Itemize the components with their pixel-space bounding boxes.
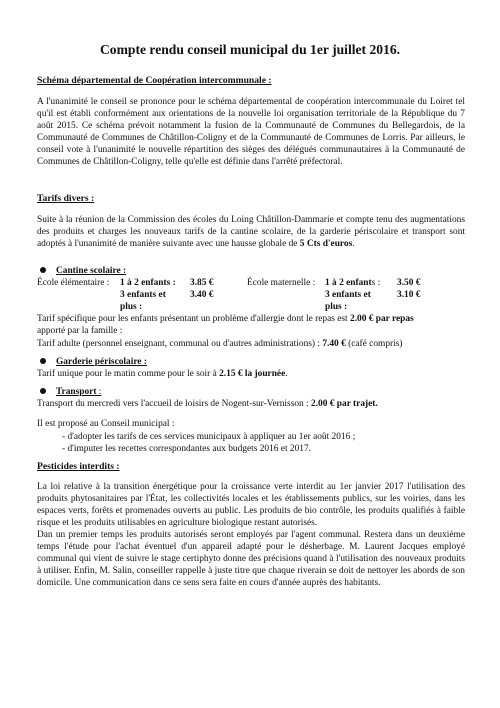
section-heading-scheme: Schéma départemental de Coopération intercommunale : — [37, 75, 272, 86]
transport-value: 2.00 € par trajet. — [311, 399, 378, 409]
cantine-label: Cantine scolaire : — [56, 266, 127, 276]
cantine-elem-value1: 3.85 € — [190, 278, 214, 288]
garderie-bullet — [40, 357, 147, 367]
garderie-line — [37, 369, 288, 379]
cantine-elem-tier1: 1 à 2 enfants : — [120, 278, 176, 288]
cantine-elem-tier2: 3 enfants et — [120, 290, 166, 300]
proposal-item-2: - d'imputer les recettes correspondantes aux budgets 2016 et 2017. — [62, 444, 312, 454]
page-title: Compte rendu conseil municipal du 1er juillet 2016. — [99, 42, 401, 57]
tarifs-intro-text: Suite à la réunion de la Commission des écoles du Loing Châtillon-Dammarie et compte tenu des augmentations des produits et charges les nouveaux tarifs de la cantine scolaire, de la garderie périscolaire et transport sont adoptés à l'unanimité de manière suivante avec une hausse globale de — [37, 215, 465, 249]
cantine-mat-tier2-end: plus : — [325, 302, 348, 312]
cantine-mat-tier1-bold: 1 à 2 enfant — [325, 278, 372, 288]
cantine-mat-label: École maternelle : — [247, 278, 316, 288]
cantine-mat-value2: 3.10 € — [397, 290, 421, 300]
cantine-mat-tier1-end: s : — [371, 278, 381, 288]
pesticides-paragraph-2: Dan un premier temps les produits autorisés seront employés par l'agent communal. Restera dans un deuxième temps l'étude pour l'achat éventuel d'un appareil adapté pour le désherbage. M. Laurent Jacques employé communal qui vient de suivre le stage certiphyto donne des précisions quand à l'utilisation des nouveaux produits à utiliser. Enfin, M. Salin, conseiller rappelle à juste titre que chaque riverain se doit de nettoyer les abords de son domicile. Une communication dans ce sens sera faite en cours d'année auprès des habitants. — [37, 530, 465, 588]
transport-label: Transport — [56, 387, 97, 397]
section-heading-tarifs: Tarifs divers : — [37, 193, 95, 204]
bullet-dot — [40, 388, 46, 394]
cantine-mat-tier2: 3 enfants et — [325, 290, 371, 300]
cantine-elem-label: École élémentaire : — [37, 278, 110, 288]
proposal-item-1: - d'adopter les tarifs de ces services municipaux à appliquer au 1er août 2016 ; — [62, 432, 356, 442]
bullet-dot — [40, 267, 46, 273]
proposal-line: Il est proposé au Conseil municipal : — [37, 419, 175, 429]
allergy-text: Tarif spécifique pour les enfants présentant un problème d'allergie dont le repas est — [37, 314, 350, 324]
bullet-dot — [40, 358, 46, 364]
cantine-allergy-line — [37, 314, 414, 324]
cantine-allergy-end: apporté par la famille : — [37, 326, 123, 336]
garderie-value: 2.15 € la journée — [219, 369, 286, 379]
section-paragraph-scheme: A l'unanimité le conseil se prononce pour le schéma départemental de coopération intercommunale du Loiret tel qu'il est établi conformément aux orientations de la nouvelle loi organisation territoriale de la République du 7 août 2015. Ce schéma prévoit notamment la fusion de la Communauté de Communes du Bellegardois, de la Communauté de Communes de Châtillon-Coligny et de la Communauté de Communes de Lorris. Par ailleurs, le conseil vote à l'unanimité le nouvelle répartition des sièges des délégués communautaires à la Communauté de Communes de Châtillon-Coligny, telle qu'elle est définie dans l'arrêté préfectoral. — [37, 97, 465, 167]
tarifs-increase-value: 5 Cts d'euros — [299, 238, 353, 249]
cantine-elem-tier2-end: plus : — [120, 302, 143, 312]
tarifs-intro-paragraph — [37, 215, 465, 251]
garderie-label: Garderie périscolaire : — [56, 357, 147, 367]
allergy-value: 2.00 € par repas — [350, 314, 414, 324]
cantine-bullet — [40, 266, 126, 276]
cantine-mat-tier1 — [325, 278, 380, 288]
section-heading-pesticides: Pesticides interdits : — [37, 461, 120, 472]
cantine-adult-line — [37, 339, 403, 349]
tarifs-intro-end: . — [352, 238, 355, 249]
transport-colon: : — [96, 387, 102, 397]
cantine-mat-value1: 3.50 € — [397, 278, 421, 288]
cantine-elem-value2: 3.40 € — [190, 290, 214, 300]
adult-end: (café compris) — [345, 339, 403, 349]
adult-text: Tarif adulte (personnel enseignant, communal ou d'autres administrations) : — [37, 339, 323, 349]
pesticides-paragraph-1: La loi relative à la transition énergétique pour la croissance verte interdit au 1er janvier 2017 l'utilisation des produits phytosanitaires par l'État, les collectivités locales et les établissements publics, sur les voiries, dans les espaces verts, forêts et promenades ouverts au public. Les produits de bio contrôle, les produits qualifiés à faible risque et les produits utilisables en agriculture biologique restant autorisés. — [37, 482, 465, 528]
transport-line — [37, 399, 378, 409]
transport-bullet — [40, 387, 101, 397]
transport-text: Transport du mercredi vers l'accueil de loisirs de Nogent-sur-Vernisson : — [37, 399, 312, 409]
garderie-text: Tarif unique pour le matin comme pour le soir à — [37, 369, 220, 379]
adult-value: 7.40 € — [322, 339, 346, 349]
garderie-end: . — [285, 369, 288, 379]
